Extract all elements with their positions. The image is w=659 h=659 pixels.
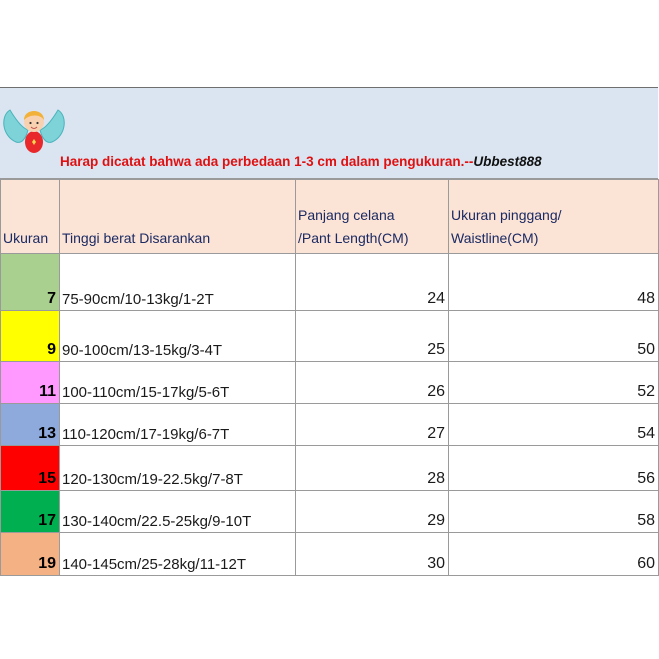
waist-cell: 58 [449,491,659,533]
header-waist [449,180,659,254]
pant-length-cell: 27 [296,404,449,446]
recommended-cell: 90-100cm/13-15kg/3-4T [60,311,296,362]
waist-cell: 54 [449,404,659,446]
recommended-cell: 100-110cm/15-17kg/5-6T [60,362,296,404]
pant-length-cell: 29 [296,491,449,533]
recommended-cell: 120-130cm/19-22.5kg/7-8T [60,446,296,491]
size-cell: 7 [1,254,60,311]
size-cell: 17 [1,491,60,533]
size-table [0,179,659,576]
recommended-cell: 75-90cm/10-13kg/1-2T [60,254,296,311]
waist-cell: 56 [449,446,659,491]
header-waist-line1: Ukuran pinggang/ [451,207,562,223]
header-recommended [60,180,296,254]
size-cell: 11 [1,362,60,404]
recommended-cell: 140-145cm/25-28kg/11-12T [60,533,296,576]
waist-cell: 50 [449,311,659,362]
header-waist-line2: Waistline(CM) [451,230,539,246]
table-row [1,404,659,446]
size-cell: 9 [1,311,60,362]
header-recommended-label: Tinggi berat Disarankan [62,230,211,246]
size-cell: 15 [1,446,60,491]
pant-length-cell: 25 [296,311,449,362]
size-chart-sheet [0,87,658,576]
header-size-label: Ukuran [3,230,49,246]
header-size [1,180,60,254]
recommended-cell: 130-140cm/22.5-25kg/9-10T [60,491,296,533]
table-row [1,311,659,362]
notice-text: Harap dicatat bahwa ada perbedaan 1-3 cm dalam pengukuran.-- [60,154,474,169]
waist-cell: 52 [449,362,659,404]
table-row [1,491,659,533]
size-cell: 19 [1,533,60,576]
table-row [1,533,659,576]
pant-length-cell: 24 [296,254,449,311]
header-pant-length-line1: Panjang celana [298,207,395,223]
table-row [1,446,659,491]
recommended-cell: 110-120cm/17-19kg/6-7T [60,404,296,446]
pant-length-cell: 28 [296,446,449,491]
waist-cell: 60 [449,533,659,576]
pant-length-cell: 26 [296,362,449,404]
size-cell: 13 [1,404,60,446]
header-pant-length-line2: /Pant Length(CM) [298,230,409,246]
table-header-row [1,180,659,254]
angel-logo-icon [0,98,68,158]
brand-name: Ubbest888 [473,154,542,169]
header-pant-length [296,180,449,254]
notice-banner [0,87,658,179]
measurement-notice [60,154,542,169]
pant-length-cell: 30 [296,533,449,576]
waist-cell: 48 [449,254,659,311]
table-row [1,254,659,311]
table-row [1,362,659,404]
